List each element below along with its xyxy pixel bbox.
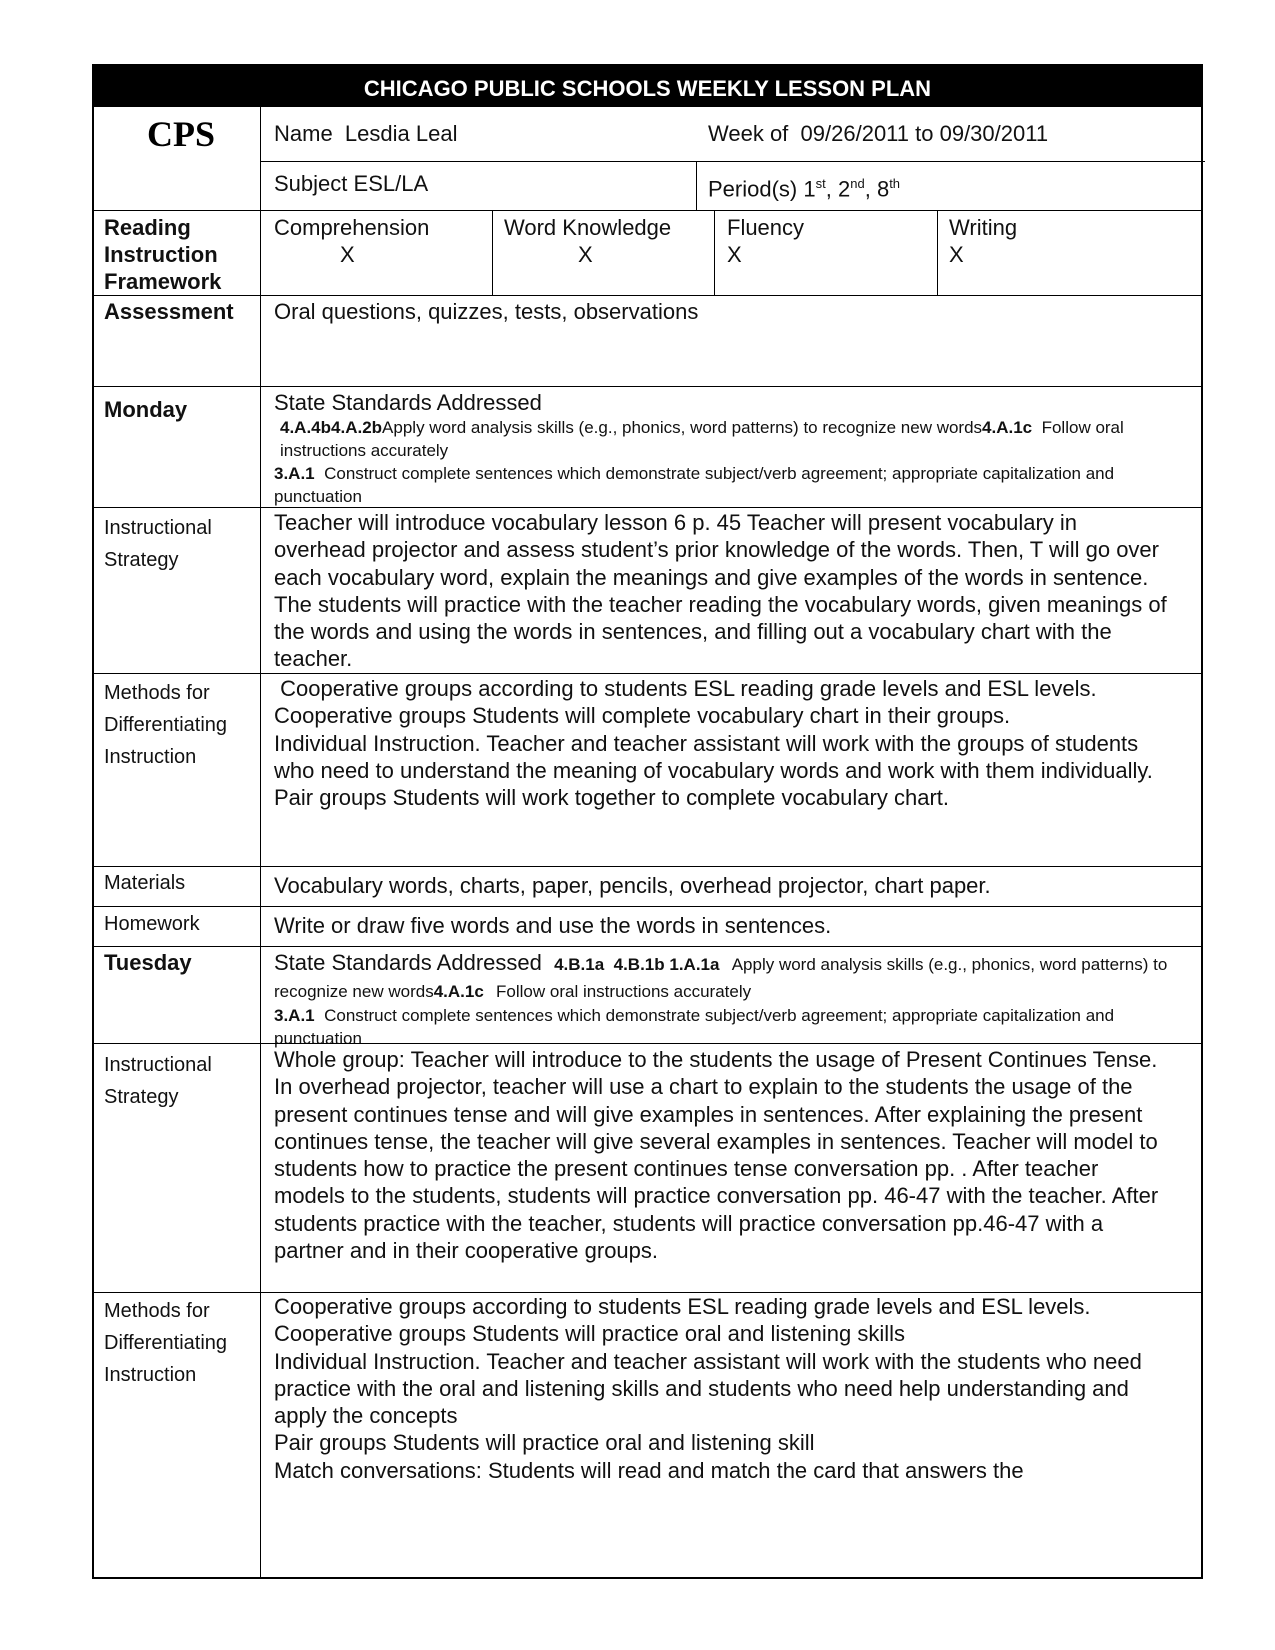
tuesday-label: Tuesday [104, 950, 192, 975]
framework-fluency: Fluency X [727, 215, 805, 267]
week-value: 09/26/2011 to 09/30/2011 [800, 121, 1049, 146]
subject-value: ESL/LA [353, 171, 429, 196]
tuesday-methods-text: Cooperative groups according to students ESL reading grade levels and ESL levels. Cooperative groups Students will practice oral and listening skills Individual Instruction. Teacher and teacher assistant will work with the students who need practice with the oral and listening skills and students who need help understanding and apply the concepts Pair groups Students will practice oral and listening skill Match conversations: Students will read and match the card that answers the [274, 1294, 1142, 1483]
page-title: CHICAGO PUBLIC SCHOOLS WEEKLY LESSON PLAN [94, 70, 1201, 107]
homework-text: Write or draw five words and use the words in sentences. [274, 913, 832, 938]
monday-methods-text: Cooperative groups according to students ESL reading grade levels and ESL levels. Cooperative groups Students will complete vocabulary chart in their groups. Individual Instruction. Teacher and teacher assistant will work with the groups of students who need to understand the meaning of vocabulary words and work with them individually. Pair groups Students will work together to complete vocabulary chart. [274, 676, 1153, 811]
tuesday-strategy-label: Instructional Strategy [104, 1054, 212, 1108]
monday-label: Monday [104, 397, 188, 422]
subject-field [274, 170, 428, 198]
materials-label: Materials [104, 872, 186, 894]
name-value: Lesdia Leal [344, 121, 458, 146]
logo-text: CPS [146, 114, 216, 154]
framework-comprehension: Comprehension X [274, 215, 430, 267]
period-label: Period(s) [708, 176, 798, 202]
monday-standards: State Standards Addressed 4.A.4b4.A.2bApply word analysis skills (e.g., phonics, word patterns) to recognize new words4.A.1c Follow oral instructions accurately 3.A.1 Construct complete sentences which demonstrate subject/verb agreement; appropriate capitalization and punctuation [274, 389, 1174, 508]
tuesday-standards-title: State Standards Addressed [274, 950, 542, 975]
framework-writing: Writing X [949, 215, 1018, 267]
week-label: Week of [708, 121, 789, 146]
monday-standards-title: State Standards Addressed [274, 390, 542, 415]
tuesday-standards: State Standards Addressed 4.B.1a 4.B.1b 1.A.1a Apply word analysis skills (e.g., phonics, word patterns) to recognize new words4.A.1c Follow oral instructions accurately 3.A.1 Construct complete sentences which demonstrate subject/verb agreement; appropriate capitalization and punctuation [274, 950, 1168, 1048]
monday-strategy-text: Teacher will introduce vocabulary lesson 6 p. 45 Teacher will present vocabulary in overhead projector and assess student’s prior knowledge of the words. Then, T will go over each vocabulary word, explain the meanings and give examples of the words in sentence. The students will practice with the teacher reading the vocabulary words, given meanings of the words and using the words in sentences, and filling out a vocabulary chart with the teacher. [274, 510, 1167, 672]
period-field: Period(s) 1st, 2nd, 8th [708, 176, 901, 202]
homework-label: Homework [104, 913, 200, 935]
monday-strategy-label: Instructional Strategy [104, 517, 212, 571]
tuesday-strategy-text: Whole group: Teacher will introduce to the students the usage of Present Continues Tense. In overhead projector, teacher will use a chart to explain to the students the usage of the present continues tense and will give examples in sentences. After explaining the present continues tense, the teacher will give several examples in sentences. Teacher will model to students how to practice the present continues tense conversation pp. . After teacher models to the students, students will practice conversation pp. 46-47 with the teacher. After students practice with the teacher, students will practice conversation pp.46-47 with a partner and in their cooperative groups. [274, 1047, 1159, 1264]
lesson-plan-table [92, 64, 1203, 1579]
subject-label: Subject [274, 171, 348, 196]
name-label: Name [274, 121, 333, 146]
name-field [274, 120, 457, 148]
assessment-text: Oral questions, quizzes, tests, observations [274, 299, 699, 324]
cps-logo-icon [146, 114, 216, 154]
framework-label: Reading Instruction Framework [104, 215, 222, 294]
materials-text: Vocabulary words, charts, paper, pencils, overhead projector, chart paper. [274, 873, 991, 898]
assessment-label: Assessment [104, 299, 234, 324]
week-field [708, 120, 1048, 148]
tuesday-methods-label: Methods for Differentiating Instruction [104, 1300, 228, 1386]
title-bar [94, 66, 1201, 107]
framework-word-knowledge: Word Knowledge X [504, 215, 672, 267]
monday-methods-label: Methods for Differentiating Instruction [104, 682, 228, 768]
